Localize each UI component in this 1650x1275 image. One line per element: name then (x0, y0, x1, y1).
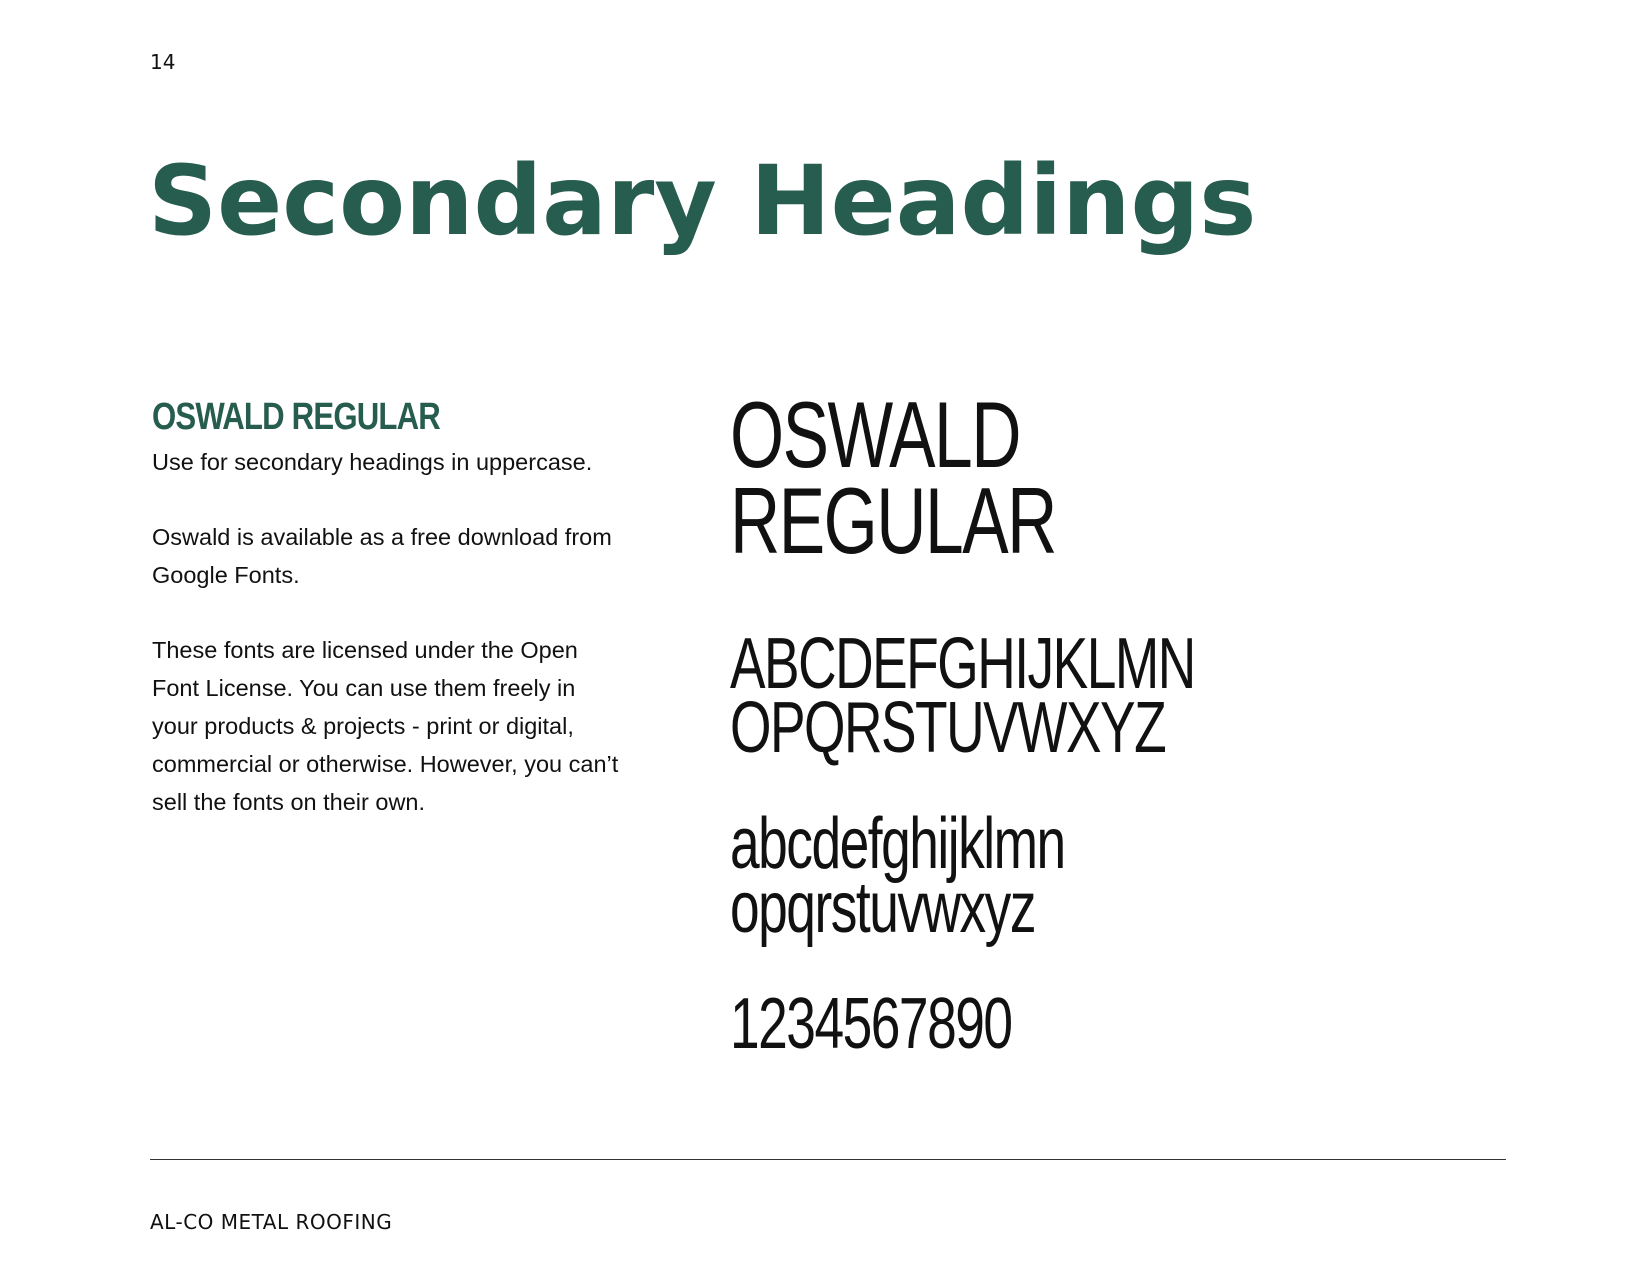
page-number: 14 (150, 50, 176, 74)
specimen-uppercase-line-2: OPQRSTUVWXYZ (730, 688, 1166, 768)
availability-text: Oswald is available as a free download from Google Fonts. (152, 524, 612, 588)
footer-brand: AL-CO METAL ROOFING (150, 1210, 393, 1234)
specimen-lowercase-line-1: abcdefghijklmn (730, 804, 1065, 884)
font-name-heading: OSWALD REGULAR (152, 396, 440, 438)
font-specimen (730, 382, 1195, 1064)
footer-divider (150, 1159, 1506, 1160)
specimen-digits: 1234567890 (730, 984, 1012, 1064)
font-description (152, 398, 622, 821)
specimen-name-line-2: REGULAR (730, 468, 1056, 573)
specimen-name-line-1: OSWALD (730, 382, 1021, 487)
license-text: These fonts are licensed under the Open Font License. You can use them freely in your products & projects - print or digital, commercial or otherwise. However, you can’t sell the fonts on their own. (152, 637, 619, 815)
page-title: Secondary Headings (148, 145, 1257, 257)
usage-text: Use for secondary headings in uppercase. (152, 449, 593, 475)
specimen-uppercase-line-1: ABCDEFGHIJKLMN (730, 624, 1195, 704)
specimen-lowercase-line-2: opqrstuvwxyz (730, 868, 1035, 948)
